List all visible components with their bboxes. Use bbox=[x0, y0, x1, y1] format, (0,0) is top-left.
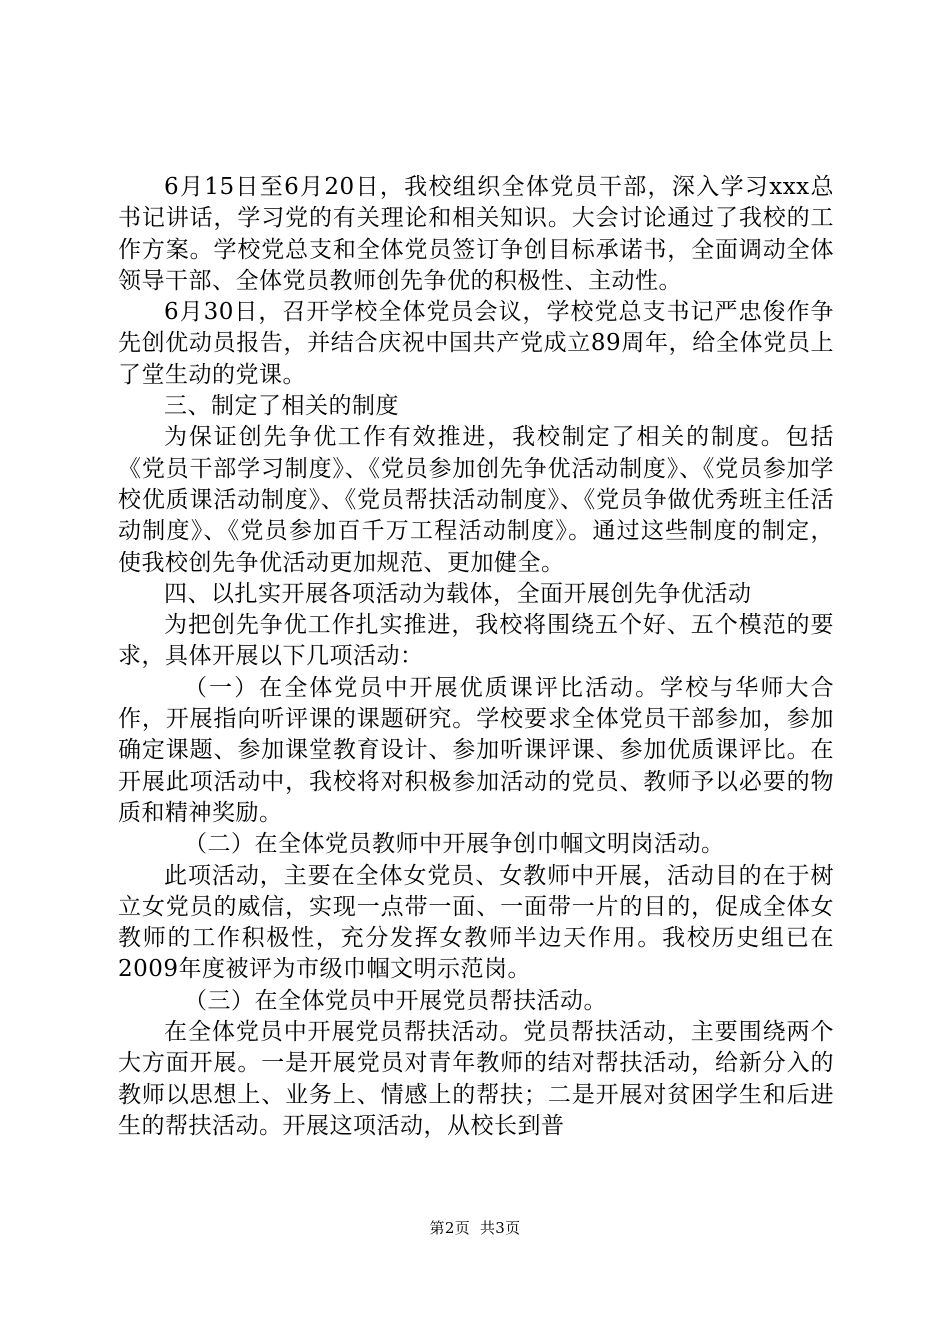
paragraph-study-meeting: 6月15日至6月20日，我校组织全体党员干部，深入学习xxx总书记讲话，学习党的有关理论和相关知识。大会讨论通过了我校的工作方案。学校党总支和全体党员签订争创目标承诺书，全面调动全体领导干部、全体党员教师创先争优的积极性、主动性。 bbox=[118, 174, 834, 294]
paragraph-activity-1: （一）在全体党员中开展优质课评比活动。学校与华师大合作，开展指向听评课的课题研究。学校要求全体党员干部参加，参加确定课题、参加课堂教育设计、参加听课评课、参加优质课评比。在开展此项活动中，我校将对积极参加活动的党员、教师予以必要的物质和精神奖励。 bbox=[118, 674, 834, 826]
paragraph-activity-2-heading: （二）在全体党员教师中开展争创巾帼文明岗活动。 bbox=[184, 831, 725, 858]
page-footer bbox=[0, 1217, 950, 1238]
paragraph-mobilization-meeting: 6月30日，召开学校全体党员会议，学校党总支书记严忠俊作争先创优动员报告，并结合庆祝中国共产党成立89周年，给全体党员上了堂生动的党课。 bbox=[118, 299, 834, 388]
paragraph-regulations: 为保证创先争优工作有效推进，我校制定了相关的制度。包括《党员干部学习制度》、《党员参加创先争优活动制度》、《党员参加学校优质课活动制度》、《党员帮扶活动制度》、《党员争做优秀班主任活动制度》、《党员参加百千万工程活动制度》。通过这些制度的制定，使我校创先争优活动更加规范、更加健全。 bbox=[118, 424, 834, 576]
paragraph-activity-2: 此项活动，主要在全体女党员、女教师中开展，活动目的在于树立女党员的威信，实现一点带一面、一面带一片的目的，促成全体女教师的工作积极性，充分发挥女教师半边天作用。我校历史组已在2009年度被评为市级巾帼文明示范岗。 bbox=[118, 862, 834, 983]
document-body bbox=[118, 172, 834, 1142]
section-heading-4: 四、以扎实开展各项活动为载体，全面开展创先争优活动 bbox=[164, 580, 752, 607]
page-number: 第2页 bbox=[429, 1219, 470, 1237]
paragraph-activity-3-heading: （三）在全体党员中开展党员帮扶活动。 bbox=[184, 987, 607, 1014]
paragraph-activity-3: 在全体党员中开展党员帮扶活动。党员帮扶活动，主要围绕两个大方面开展。一是开展党员对青年教师的结对帮扶活动，给新分入的教师以思想上、业务上、情感上的帮扶；二是开展对贫困学生和后进生的帮扶活动。开展这项活动，从校长到普 bbox=[118, 1019, 834, 1139]
page-total: 共3页 bbox=[480, 1219, 521, 1237]
paragraph-activities-intro: 为把创先争优工作扎实推进，我校将围绕五个好、五个模范的要求，具体开展以下几项活动： bbox=[118, 612, 834, 670]
section-heading-3: 三、制定了相关的制度 bbox=[164, 393, 399, 420]
